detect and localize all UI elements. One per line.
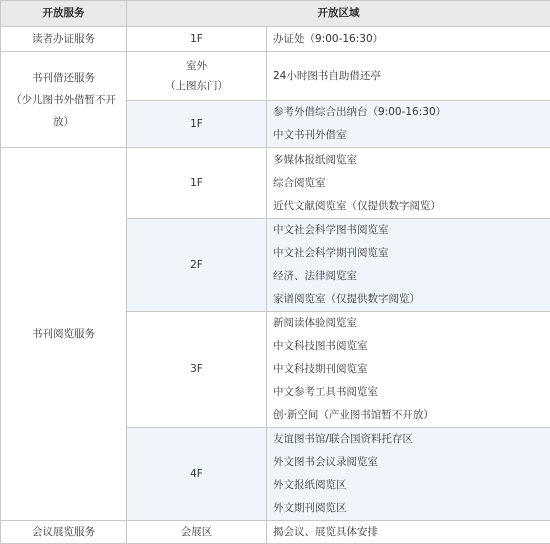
area-cell [267,148,550,219]
area-item: 中文科技图书阅览室 [267,335,550,358]
floor-cell: 1F [127,148,267,219]
floor-outdoor-line: 室外 [127,56,266,76]
service-reading: 书刊阅览服务 [1,148,127,521]
area-cell [267,27,550,52]
floor-cell: 1F [127,101,267,148]
service-lending-line: （少儿图书外借暂不开放） [9,89,118,133]
table-row [1,52,550,101]
table-row [1,27,550,52]
floor-cell: 2F [127,219,267,312]
service-lending-line: 书刊借还服务 [9,67,118,89]
area-item: 综合阅览室 [267,172,550,195]
floor-cell: 会展区 [127,521,267,544]
area-item: 24小时图书自助借还亭 [267,65,550,88]
area-cell [267,52,550,101]
table-header-row [1,1,550,27]
area-item: 外文报纸阅览区 [267,474,550,497]
area-cell [267,428,550,521]
area-item: 友谊图书馆/联合国资料托存区 [267,428,550,451]
area-cell [267,101,550,148]
area-item: 家谱阅览室（仅提供数字阅览） [267,288,550,311]
floor-cell: 3F [127,312,267,428]
area-item: 近代文献阅览室（仅提供数字阅览） [267,195,550,218]
area-cell [267,312,550,428]
area-item: 参考外借综合出纳台（9:00-16:30） [267,101,550,124]
area-item: 多媒体报纸阅览室 [267,149,550,172]
service-reader-card: 读者办证服务 [1,27,127,52]
area-item: 经济、法律阅览室 [267,265,550,288]
table-row [1,521,550,544]
area-item: 中文参考工具书阅览室 [267,381,550,404]
service-exhibition: 会议展览服务 [1,521,127,544]
area-item: 中文社会科学期刊阅览室 [267,242,550,265]
floor-cell-outdoor [127,52,267,101]
floor-outdoor-line: （上图东门） [127,76,266,96]
area-item: 办证处（9:00-16:30） [267,28,550,51]
header-service: 开放服务 [1,1,127,27]
area-cell [267,219,550,312]
area-item: 外文期刊阅览区 [267,497,550,520]
area-cell [267,521,550,544]
area-item: 外文图书会议录阅览室 [267,451,550,474]
floor-cell: 1F [127,27,267,52]
table-row [1,148,550,219]
area-item: 揭会议、展览具体安排 [267,522,550,543]
area-item: 新阅读体验阅览室 [267,312,550,335]
service-lending [1,52,127,148]
area-item: 中文社会科学图书阅览室 [267,219,550,242]
area-item: 创·新空间（产业图书馆暂不开放） [267,404,550,427]
area-item: 中文科技期刊阅览室 [267,358,550,381]
floor-cell: 4F [127,428,267,521]
header-area: 开放区域 [127,1,550,27]
area-item: 中文书刊外借室 [267,124,550,147]
